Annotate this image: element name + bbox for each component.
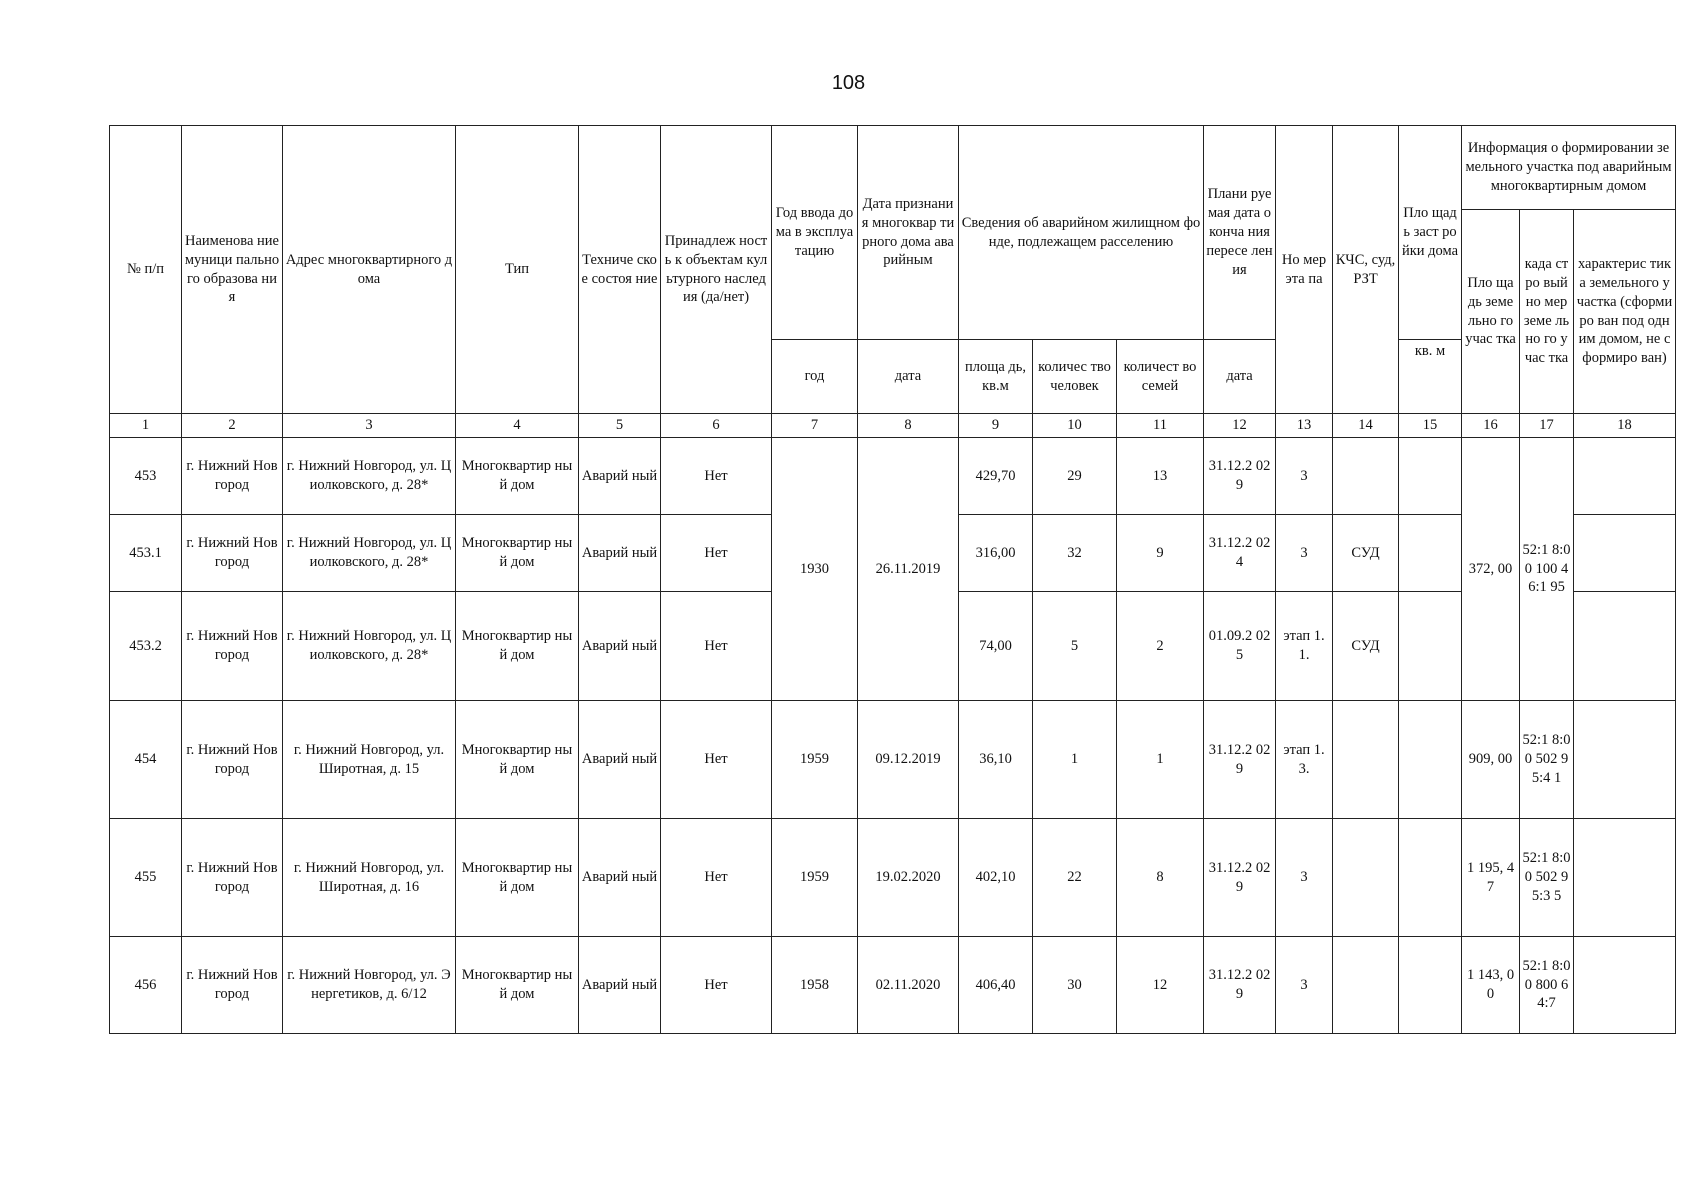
cell-families: 12 bbox=[1117, 937, 1204, 1034]
header-cadastral: када стро вый но мер земе льно го учас тка bbox=[1520, 210, 1574, 414]
header-number: № п/п bbox=[110, 126, 182, 414]
cell-stage: 3 bbox=[1276, 819, 1333, 937]
header-building-area: Пло щадь заст ройки дома bbox=[1399, 126, 1462, 340]
cell-heritage: Нет bbox=[661, 819, 772, 937]
cell-building-area bbox=[1399, 819, 1462, 937]
cell-type: Многоквартир ный дом bbox=[456, 937, 579, 1034]
cell-stage: 3 bbox=[1276, 438, 1333, 515]
col-num: 16 bbox=[1462, 414, 1520, 438]
col-num: 13 bbox=[1276, 414, 1333, 438]
cell-municipality: г. Нижний Новгород bbox=[182, 937, 283, 1034]
cell-cadastral: 52:1 8:00 800 64:7 bbox=[1520, 937, 1574, 1034]
cell-stage: 3 bbox=[1276, 937, 1333, 1034]
cell-type: Многоквартир ный дом bbox=[456, 701, 579, 819]
col-num: 4 bbox=[456, 414, 579, 438]
cell-stage: этап 1.3. bbox=[1276, 701, 1333, 819]
cell-number: 453.2 bbox=[110, 592, 182, 701]
unit-end-date: дата bbox=[1204, 340, 1276, 414]
header-year-built: Год ввода дома в эксплуа тацию bbox=[772, 126, 858, 340]
cell-land-area: 1 195, 47 bbox=[1462, 819, 1520, 937]
header-technical-state: Техниче ское состоя ние bbox=[579, 126, 661, 414]
cell-heritage: Нет bbox=[661, 701, 772, 819]
header-land-plot-info: Информация о формировании земельного участка под аварийным многоквартирным домом bbox=[1462, 126, 1676, 210]
cell-building-area bbox=[1399, 438, 1462, 515]
cell-recognition-date: 26.11.2019 bbox=[858, 438, 959, 701]
cell-address: г. Нижний Новгород, ул. Широтная, д. 15 bbox=[283, 701, 456, 819]
cell-end-date: 31.12.2 029 bbox=[1204, 819, 1276, 937]
cell-stage: этап 1.1. bbox=[1276, 592, 1333, 701]
cell-state: Аварий ный bbox=[579, 701, 661, 819]
cell-recognition-date: 02.11.2020 bbox=[858, 937, 959, 1034]
cell-people: 5 bbox=[1033, 592, 1117, 701]
cell-heritage: Нет bbox=[661, 937, 772, 1034]
unit-year: год bbox=[772, 340, 858, 414]
col-num: 17 bbox=[1520, 414, 1574, 438]
table-row bbox=[110, 701, 1676, 819]
header-emergency-fund: Сведения об аварийном жилищном фонде, подлежащем расселению bbox=[959, 126, 1204, 340]
col-num: 18 bbox=[1574, 414, 1676, 438]
cell-type: Многоквартир ный дом bbox=[456, 438, 579, 515]
header-municipality: Наименова ние муници пального образова ния bbox=[182, 126, 283, 414]
cell-type: Многоквартир ный дом bbox=[456, 819, 579, 937]
col-num: 3 bbox=[283, 414, 456, 438]
cell-state: Аварий ный bbox=[579, 819, 661, 937]
cell-year-built: 1959 bbox=[772, 819, 858, 937]
cell-area: 402,10 bbox=[959, 819, 1033, 937]
cell-end-date: 31.12.2 024 bbox=[1204, 515, 1276, 592]
cell-municipality: г. Нижний Новгород bbox=[182, 701, 283, 819]
cell-year-built: 1959 bbox=[772, 701, 858, 819]
header-row-1 bbox=[110, 126, 1676, 210]
cell-land-characteristic bbox=[1574, 937, 1676, 1034]
cell-number: 453 bbox=[110, 438, 182, 515]
cell-kchs: СУД bbox=[1333, 592, 1399, 701]
header-type: Тип bbox=[456, 126, 579, 414]
cell-address: г. Нижний Новгород, ул. Широтная, д. 16 bbox=[283, 819, 456, 937]
col-num: 15 bbox=[1399, 414, 1462, 438]
cell-families: 2 bbox=[1117, 592, 1204, 701]
cell-municipality: г. Нижний Новгород bbox=[182, 592, 283, 701]
col-num: 6 bbox=[661, 414, 772, 438]
cell-type: Многоквартир ный дом bbox=[456, 515, 579, 592]
cell-state: Аварий ный bbox=[579, 592, 661, 701]
cell-state: Аварий ный bbox=[579, 438, 661, 515]
unit-building-area: кв. м bbox=[1399, 340, 1462, 414]
cell-type: Многоквартир ный дом bbox=[456, 592, 579, 701]
col-num: 8 bbox=[858, 414, 959, 438]
cell-year-built: 1930 bbox=[772, 438, 858, 701]
unit-date: дата bbox=[858, 340, 959, 414]
cell-year-built: 1958 bbox=[772, 937, 858, 1034]
cell-families: 8 bbox=[1117, 819, 1204, 937]
header-planned-end: Плани руемая дата оконча ния пересе ления bbox=[1204, 126, 1276, 340]
cell-land-area: 1 143, 00 bbox=[1462, 937, 1520, 1034]
cell-area: 406,40 bbox=[959, 937, 1033, 1034]
cell-people: 30 bbox=[1033, 937, 1117, 1034]
cell-area: 36,10 bbox=[959, 701, 1033, 819]
header-recognition-date: Дата признания многоквар тирного дома аварийным bbox=[858, 126, 959, 340]
cell-families: 1 bbox=[1117, 701, 1204, 819]
cell-stage: 3 bbox=[1276, 515, 1333, 592]
header-land-area: Пло щадь земе льно го учас тка bbox=[1462, 210, 1520, 414]
cell-land-characteristic bbox=[1574, 438, 1676, 515]
header-kchs: КЧС, суд, РЗТ bbox=[1333, 126, 1399, 414]
col-num: 11 bbox=[1117, 414, 1204, 438]
cell-address: г. Нижний Новгород, ул. Энергетиков, д. 6/12 bbox=[283, 937, 456, 1034]
cell-end-date: 01.09.2 025 bbox=[1204, 592, 1276, 701]
cell-land-area: 909, 00 bbox=[1462, 701, 1520, 819]
cell-kchs bbox=[1333, 701, 1399, 819]
cell-building-area bbox=[1399, 937, 1462, 1034]
header-land-characteristic: характерис тика земельного участка (сформиро ван под одним домом, не сформиро ван) bbox=[1574, 210, 1676, 414]
table-row bbox=[110, 438, 1676, 515]
col-num: 1 bbox=[110, 414, 182, 438]
cell-number: 455 bbox=[110, 819, 182, 937]
unit-families: количест во семей bbox=[1117, 340, 1204, 414]
cell-heritage: Нет bbox=[661, 438, 772, 515]
cell-address: г. Нижний Новгород, ул. Циолковского, д. 28* bbox=[283, 592, 456, 701]
cell-families: 9 bbox=[1117, 515, 1204, 592]
col-num: 10 bbox=[1033, 414, 1117, 438]
cell-building-area bbox=[1399, 701, 1462, 819]
cell-land-characteristic bbox=[1574, 819, 1676, 937]
cell-cadastral: 52:1 8:00 502 95:4 1 bbox=[1520, 701, 1574, 819]
header-stage-number: Но мер эта па bbox=[1276, 126, 1333, 414]
col-num: 14 bbox=[1333, 414, 1399, 438]
cell-recognition-date: 09.12.2019 bbox=[858, 701, 959, 819]
cell-land-characteristic bbox=[1574, 592, 1676, 701]
cell-kchs bbox=[1333, 438, 1399, 515]
cell-cadastral: 52:1 8:00 502 95:3 5 bbox=[1520, 819, 1574, 937]
cell-families: 13 bbox=[1117, 438, 1204, 515]
cell-state: Аварий ный bbox=[579, 515, 661, 592]
column-numbers-row bbox=[110, 414, 1676, 438]
col-num: 12 bbox=[1204, 414, 1276, 438]
cell-cadastral: 52:1 8:00 100 46:1 95 bbox=[1520, 438, 1574, 701]
cell-land-area: 372, 00 bbox=[1462, 438, 1520, 701]
cell-people: 1 bbox=[1033, 701, 1117, 819]
cell-area: 429,70 bbox=[959, 438, 1033, 515]
cell-kchs: СУД bbox=[1333, 515, 1399, 592]
page-number: 108 bbox=[831, 72, 866, 94]
cell-address: г. Нижний Новгород, ул. Циолковского, д. 28* bbox=[283, 438, 456, 515]
header-address: Адрес многоквартирного дома bbox=[283, 126, 456, 414]
cell-people: 32 bbox=[1033, 515, 1117, 592]
cell-area: 74,00 bbox=[959, 592, 1033, 701]
unit-people: количес тво человек bbox=[1033, 340, 1117, 414]
cell-end-date: 31.12.2 029 bbox=[1204, 701, 1276, 819]
cell-address: г. Нижний Новгород, ул. Циолковского, д. 28* bbox=[283, 515, 456, 592]
cell-state: Аварий ный bbox=[579, 937, 661, 1034]
cell-end-date: 31.12.2 029 bbox=[1204, 937, 1276, 1034]
col-num: 7 bbox=[772, 414, 858, 438]
cell-land-characteristic bbox=[1574, 701, 1676, 819]
col-num: 2 bbox=[182, 414, 283, 438]
cell-kchs bbox=[1333, 937, 1399, 1034]
header-heritage: Принадлеж ность к объектам культурного наследия (да/нет) bbox=[661, 126, 772, 414]
cell-land-characteristic bbox=[1574, 515, 1676, 592]
cell-municipality: г. Нижний Новгород bbox=[182, 515, 283, 592]
emergency-housing-table bbox=[109, 125, 1676, 1034]
cell-people: 22 bbox=[1033, 819, 1117, 937]
cell-municipality: г. Нижний Новгород bbox=[182, 819, 283, 937]
cell-end-date: 31.12.2 029 bbox=[1204, 438, 1276, 515]
cell-number: 454 bbox=[110, 701, 182, 819]
cell-municipality: г. Нижний Новгород bbox=[182, 438, 283, 515]
col-num: 9 bbox=[959, 414, 1033, 438]
cell-kchs bbox=[1333, 819, 1399, 937]
cell-number: 453.1 bbox=[110, 515, 182, 592]
cell-building-area bbox=[1399, 515, 1462, 592]
cell-number: 456 bbox=[110, 937, 182, 1034]
cell-area: 316,00 bbox=[959, 515, 1033, 592]
cell-people: 29 bbox=[1033, 438, 1117, 515]
table-row bbox=[110, 937, 1676, 1034]
cell-recognition-date: 19.02.2020 bbox=[858, 819, 959, 937]
table-row bbox=[110, 819, 1676, 937]
cell-heritage: Нет bbox=[661, 592, 772, 701]
unit-area: площа дь, кв.м bbox=[959, 340, 1033, 414]
col-num: 5 bbox=[579, 414, 661, 438]
cell-building-area bbox=[1399, 592, 1462, 701]
cell-heritage: Нет bbox=[661, 515, 772, 592]
